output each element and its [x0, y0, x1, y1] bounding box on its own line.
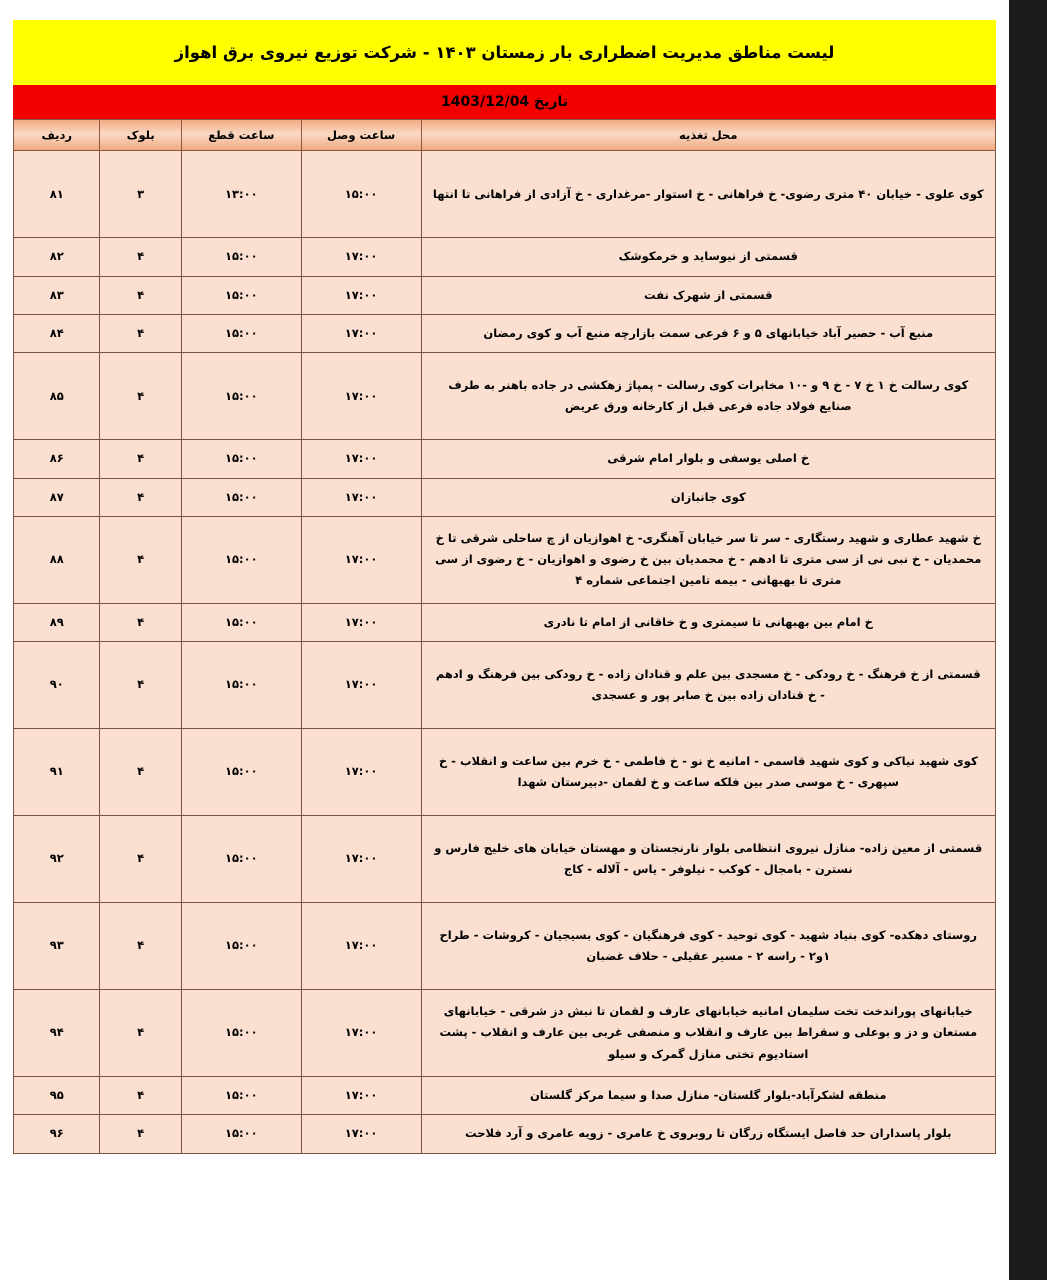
cell-row-number: ۸۵	[14, 353, 100, 440]
cell-cut-time: ۱۵:۰۰	[181, 603, 301, 641]
cell-reconnect-time: ۱۷:۰۰	[301, 353, 421, 440]
table-row	[14, 603, 996, 641]
cell-reconnect-time: ۱۵:۰۰	[301, 151, 421, 238]
cell-reconnect-time: ۱۷:۰۰	[301, 603, 421, 641]
cell-block: ۴	[100, 353, 182, 440]
outage-schedule-table	[13, 119, 996, 1153]
cell-row-number: ۸۶	[14, 440, 100, 478]
table-row	[14, 238, 996, 276]
cell-location: منطقه لشکرآباد-بلوار گلستان- منازل صدا و سیما مرکز گلستان	[421, 1077, 995, 1115]
cell-row-number: ۹۵	[14, 1077, 100, 1115]
cell-row-number: ۹۴	[14, 990, 100, 1077]
cell-block: ۴	[100, 1115, 182, 1153]
cell-cut-time: ۱۵:۰۰	[181, 276, 301, 314]
cell-reconnect-time: ۱۷:۰۰	[301, 238, 421, 276]
table-body	[14, 151, 996, 1153]
cell-row-number: ۹۶	[14, 1115, 100, 1153]
cell-location: قسمتی از معین زاده- منازل نیروی انتظامی بلوار نارنجستان و مهستان خیابان های خلیج فارس و نسترن - بامجال - کوکب - نیلوفر - یاس - آلاله - کاج	[421, 816, 995, 903]
cell-row-number: ۸۹	[14, 603, 100, 641]
cell-block: ۴	[100, 816, 182, 903]
cell-block: ۴	[100, 1077, 182, 1115]
cell-block: ۴	[100, 516, 182, 603]
cell-cut-time: ۱۵:۰۰	[181, 314, 301, 352]
cell-location: خ امام بین بهبهانی تا سیمتری و خ خاقانی از امام تا نادری	[421, 603, 995, 641]
cell-row-number: ۸۱	[14, 151, 100, 238]
cell-location: کوی علوی - خیابان ۴۰ متری رضوی- خ فراهانی - خ استوار -مرغداری - خ آزادی از فراهانی تا انتها	[421, 151, 995, 238]
column-header-block: بلوک	[100, 120, 182, 151]
page-title: لیست مناطق مدیریت اضطراری بار زمستان ۱۴۰۳ - شرکت توزیع نیروی برق اهواز	[13, 20, 996, 85]
cell-location: منبع آب - حصیر آباد خیابانهای ۵ و ۶ فرعی سمت بازارچه منبع آب و کوی رمضان	[421, 314, 995, 352]
cell-row-number: ۹۲	[14, 816, 100, 903]
cell-block: ۴	[100, 729, 182, 816]
table-row	[14, 151, 996, 238]
cell-reconnect-time: ۱۷:۰۰	[301, 903, 421, 990]
cell-block: ۴	[100, 440, 182, 478]
cell-block: ۴	[100, 990, 182, 1077]
cell-location: قسمتی از نیوساید و خرمکوشک	[421, 238, 995, 276]
column-header-reconnect-time: ساعت وصل	[301, 120, 421, 151]
cell-location: خ شهید عطاری و شهید رستگاری - سر تا سر خیابان آهنگری- خ اهوازیان از چ ساحلی شرقی تا خ محمدیان - خ نبی نی از سی متری تا ادهم - خ محمدیان بین خ رضوی و اهوازیان - خ رضوی از سی متری تا بهبهانی - بیمه تامین اجتماعی شماره ۴	[421, 516, 995, 603]
column-header-cut-time: ساعت قطع	[181, 120, 301, 151]
cell-location: کوی شهید نیاکی و کوی شهید قاسمی - امانیه خ نو - خ فاطمی - خ خرم بین ساعت و انقلاب - خ سپهری - خ موسی صدر بین فلکه ساعت و خ لقمان -دبیرستان شهدا	[421, 729, 995, 816]
cell-row-number: ۹۰	[14, 642, 100, 729]
table-row	[14, 314, 996, 352]
cell-cut-time: ۱۵:۰۰	[181, 353, 301, 440]
cell-row-number: ۸۴	[14, 314, 100, 352]
cell-location: کوی رسالت خ ۱ خ ۷ - خ ۹ و -۱۰ مخابرات کوی رسالت - پمپاژ زهکشی در جاده باهنر به طرف صنایع فولاد جاده فرعی قبل از کارخانه ورق عریض	[421, 353, 995, 440]
cell-row-number: ۸۲	[14, 238, 100, 276]
cell-reconnect-time: ۱۷:۰۰	[301, 440, 421, 478]
cell-reconnect-time: ۱۷:۰۰	[301, 276, 421, 314]
cell-cut-time: ۱۵:۰۰	[181, 516, 301, 603]
table-row	[14, 516, 996, 603]
cell-reconnect-time: ۱۷:۰۰	[301, 1077, 421, 1115]
cell-cut-time: ۱۵:۰۰	[181, 642, 301, 729]
table-row	[14, 440, 996, 478]
cell-block: ۴	[100, 603, 182, 641]
table-head	[14, 120, 996, 151]
cell-cut-time: ۱۵:۰۰	[181, 816, 301, 903]
cell-cut-time: ۱۵:۰۰	[181, 1115, 301, 1153]
cell-cut-time: ۱۵:۰۰	[181, 903, 301, 990]
cell-reconnect-time: ۱۷:۰۰	[301, 642, 421, 729]
cell-cut-time: ۱۵:۰۰	[181, 729, 301, 816]
cell-row-number: ۸۳	[14, 276, 100, 314]
cell-row-number: ۸۸	[14, 516, 100, 603]
cell-block: ۴	[100, 903, 182, 990]
cell-location: کوی جانبازان	[421, 478, 995, 516]
table-header-row	[14, 120, 996, 151]
cell-reconnect-time: ۱۷:۰۰	[301, 478, 421, 516]
cell-cut-time: ۱۵:۰۰	[181, 1077, 301, 1115]
table-row	[14, 903, 996, 990]
table-row	[14, 276, 996, 314]
cell-cut-time: ۱۵:۰۰	[181, 990, 301, 1077]
cell-block: ۴	[100, 276, 182, 314]
cell-block: ۴	[100, 238, 182, 276]
cell-reconnect-time: ۱۷:۰۰	[301, 729, 421, 816]
cell-location: بلوار پاسداران حد فاصل ایستگاه زرگان تا روبروی خ عامری - زویه عامری و آرد فلاحت	[421, 1115, 995, 1153]
cell-cut-time: ۱۳:۰۰	[181, 151, 301, 238]
cell-reconnect-time: ۱۷:۰۰	[301, 314, 421, 352]
cell-reconnect-time: ۱۷:۰۰	[301, 990, 421, 1077]
table-row	[14, 729, 996, 816]
cell-block: ۴	[100, 478, 182, 516]
cell-location: خیابانهای پوراندخت تخت سلیمان امانیه خیابانهای عارف و لقمان تا نبش دز شرقی - خیابانهای مستعان و دز و بوعلی و سقراط بین عارف و انقلاب و منصفی غربی بین عارف و انقلاب - پشت استادیوم تختی منازل گمرک و سیلو	[421, 990, 995, 1077]
cell-location: روستای دهکده- کوی بنیاد شهید - کوی توحید - کوی فرهنگیان - کوی بسیجیان - کروشات - طراح ۱و۲ - راسه ۲ - مسیر عقیلی - حلاف غضبان	[421, 903, 995, 990]
cell-location: قسمتی از خ فرهنگ - خ رودکی - خ مسجدی بین علم و قنادان زاده - خ رودکی بین فرهنگ و ادهم - خ قنادان زاده بین خ صابر پور و عسجدی	[421, 642, 995, 729]
cell-reconnect-time: ۱۷:۰۰	[301, 516, 421, 603]
table-row	[14, 816, 996, 903]
cell-cut-time: ۱۵:۰۰	[181, 440, 301, 478]
cell-block: ۴	[100, 314, 182, 352]
cell-row-number: ۹۳	[14, 903, 100, 990]
table-row	[14, 990, 996, 1077]
cell-cut-time: ۱۵:۰۰	[181, 478, 301, 516]
column-header-row: ردیف	[14, 120, 100, 151]
left-dark-margin	[1009, 0, 1047, 1280]
table-row	[14, 642, 996, 729]
cell-block: ۳	[100, 151, 182, 238]
table-row	[14, 478, 996, 516]
table-row	[14, 1077, 996, 1115]
cell-row-number: ۸۷	[14, 478, 100, 516]
cell-block: ۴	[100, 642, 182, 729]
date-banner: تاریخ 1403/12/04	[13, 85, 996, 119]
cell-row-number: ۹۱	[14, 729, 100, 816]
cell-location: قسمتی از شهرک نفت	[421, 276, 995, 314]
table-row	[14, 353, 996, 440]
cell-cut-time: ۱۵:۰۰	[181, 238, 301, 276]
cell-reconnect-time: ۱۷:۰۰	[301, 1115, 421, 1153]
cell-reconnect-time: ۱۷:۰۰	[301, 816, 421, 903]
column-header-location: محل تغذیه	[421, 120, 995, 151]
table-row	[14, 1115, 996, 1153]
cell-location: خ اصلی یوسفی و بلوار امام شرقی	[421, 440, 995, 478]
